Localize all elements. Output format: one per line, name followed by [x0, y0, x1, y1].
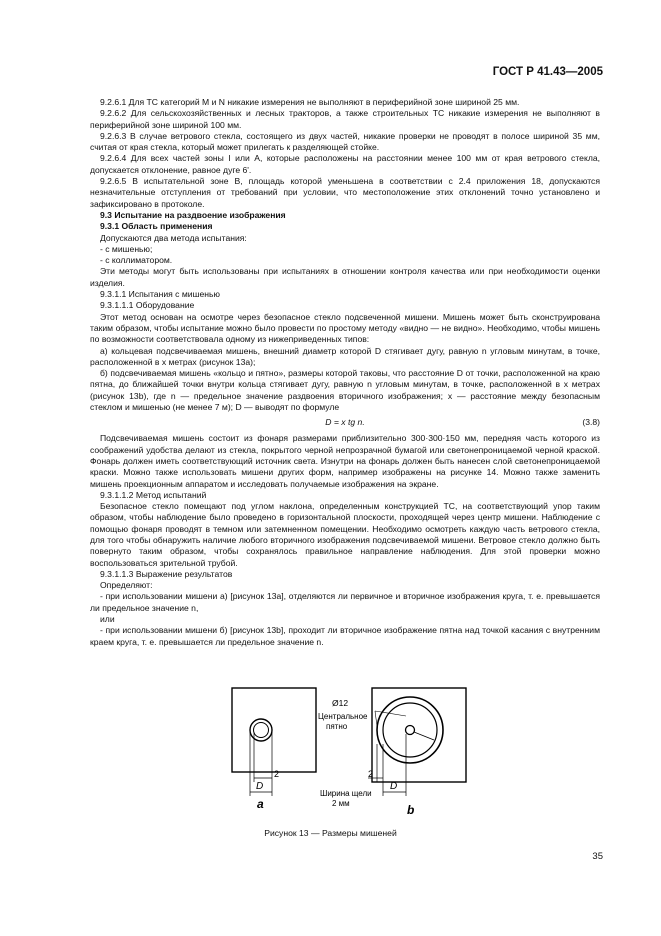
paragraph: - с коллиматором.: [100, 255, 173, 266]
target-b-center-spot: [406, 726, 415, 735]
target-b-D-label: D: [390, 781, 398, 792]
paragraph: - при использовании мишени б) [рисунок 13b], проходит ли вторичное изображение пятна над точкой касания с внутренним краем круга, т. е. превышается ли предельное значение n.: [90, 625, 600, 647]
target-b-2-label: 2: [368, 769, 374, 779]
gap-label-line2: 2 мм: [332, 799, 350, 808]
gap-label-line1: Ширина щели: [320, 789, 372, 798]
paragraph: 9.2.6.4 Для всех частей зоны I или A, которые расположены на расстоянии менее 100 мм от края ветрового стекла, допускается отклонение, равное дуге 6'.: [90, 153, 600, 175]
figure-13: [220, 686, 470, 820]
paragraph: - с мишенью;: [100, 243, 153, 254]
paragraph: - при использовании мишени а) [рисунок 13а], отделяются ли первичное и вторичное изображения круга, т. е. превышается ли предельное значение n,: [90, 591, 600, 613]
paragraph: 9.3 Испытание на раздвоение изображения: [100, 209, 286, 220]
target-a-ring-inner: [254, 723, 269, 738]
figure-13-drawing: [220, 686, 470, 820]
spot-label-line1: Центральное: [318, 712, 368, 721]
paragraph: 9.2.6.1 Для ТС категорий M и N никакие измерения не выполняют в периферийной зоне шириной 25 мм.: [100, 97, 520, 107]
paragraph: 9.2.6.5 В испытательной зоне B, площадь которой уменьшена в соответствии с 2.4 приложения 18, допускаются незначительные отступления от требований при условии, что местоположение этих отклонений точно установлено и зафиксировано в протоколе.: [90, 176, 600, 209]
paragraph: а) кольцевая подсвечиваемая мишень, внешний диаметр которой D стягивает дугу, равную n угловым минутам, в точке, расположенной в x метрах (рисунок 13а);: [90, 345, 600, 367]
paragraph: 9.2.6.2 Для сельскохозяйственных и лесных тракторов, а также строительных ТС никакие измерения не выполняют в периферийной зоне шириной 100 мм.: [90, 108, 600, 130]
target-a-frame: [232, 688, 316, 772]
target-b-label: b: [407, 803, 415, 817]
paragraph: или: [100, 614, 115, 625]
paragraph: Допускаются два метода испытания:: [100, 232, 247, 243]
target-a-2-label: 2: [274, 769, 280, 779]
target-a-D-label: D: [256, 781, 264, 792]
page-body: [90, 97, 600, 648]
paragraph: Безопасное стекло помещают под углом наклона, определенным конструкцией ТС, на соответствующий упор таким образом, чтобы наблюдение было проведено в горизонтальной плоскости, проходящей через центр мишени. Наблюдение с помощью фонаря проводят в темном или затемненном помещении. Необходимо осмотреть каждую часть ветрового стекла, для того чтобы обнаружить наличие любого вторичного изображения подсвечиваемой мишени. Ветровое стекло должно быть повернуто таким образом, чтобы сохранялось правильное направление наблюдения. Для этой проверки можно воспользоваться зрительной трубой.: [90, 501, 600, 568]
paragraph: Подсвечиваемая мишень состоит из фонаря размерами приблизительно 300·300·150 мм, передняя часть которого из соображений удобства делают из стекла, покрытого черной непрозрачной бумагой или светонепроницаемой черной краской. Фонарь должен иметь соответствующий источник света. Изнутри на фонарь должен быть нанесен слой светонепроницаемой краски. Можно также использовать мишени других форм, например изображены на рисунке 14. Можно также заменить мишень проекционным аппаратом и исследовать получаемые изображения на экране.: [90, 433, 600, 489]
paragraph-group-2: [90, 433, 600, 648]
formula-3-8: [90, 417, 600, 430]
target-b-arrow-line: [414, 732, 434, 740]
paragraph: б) подсвечиваемая мишень «кольцо и пятно», размеры которой таковы, что расстояние D от точки, расположенной на краю пятна, до ближайшей точки внутри кольца стягивает дугу, равную n угловым минутам, в точке, расположенной в x метрах (рисунок 13b), где n — предельное значение раздвоения вторичного изображения; x — расстояние между безопасным стеклом и мишенью (не менее 7 м); D — выводят по формуле: [90, 368, 600, 413]
target-b-ring-inner: [383, 703, 437, 757]
paragraph: 9.3.1 Область применения: [100, 221, 213, 232]
paragraph: 9.3.1.1.1 Оборудование: [100, 300, 195, 311]
page-number: 35: [592, 851, 603, 862]
target-b-ring-outer: [377, 697, 443, 763]
paragraph: Этот метод основан на осмотре через безопасное стекло подсвеченной мишени. Мишень может быть сконструирована таким образом, чтобы испытание можно было провести по простому методу «видно — не видно». Необходимо, чтобы мишень по возможности соответствовала одному из нижеприведенных типов:: [90, 311, 600, 345]
figure-caption: Рисунок 13 — Размеры мишеней: [264, 828, 397, 838]
paragraph: 9.3.1.1.2 Метод испытаний: [100, 489, 207, 500]
spot-label-line2: пятно: [326, 722, 348, 731]
formula-text: D = x tg n.: [325, 417, 365, 428]
paragraph: 9.3.1.1.3 Выражение результатов: [100, 568, 233, 579]
diameter-label: Ø12: [332, 698, 349, 708]
paragraph: 9.3.1.1 Испытания с мишенью: [100, 289, 220, 300]
paragraph: Определяют:: [100, 580, 153, 591]
target-b-leader-spot: [375, 711, 377, 726]
formula-number: (3.8): [582, 417, 600, 428]
paragraph: Эти методы могут быть использованы при испытаниях в отношении контроля качества или при необходимости оценки изделия.: [90, 266, 600, 288]
paragraph-group-1: [90, 97, 600, 413]
target-a-label: a: [257, 797, 264, 811]
target-b-frame: [372, 688, 466, 782]
paragraph: 9.2.6.3 В случае ветрового стекла, состоящего из двух частей, никакие проверки не проводят в полосе шириной 35 мм, считая от края стекла, который может прилегать к разделяющей стойке.: [90, 130, 600, 153]
document-header: ГОСТ Р 41.43—2005: [492, 66, 603, 78]
